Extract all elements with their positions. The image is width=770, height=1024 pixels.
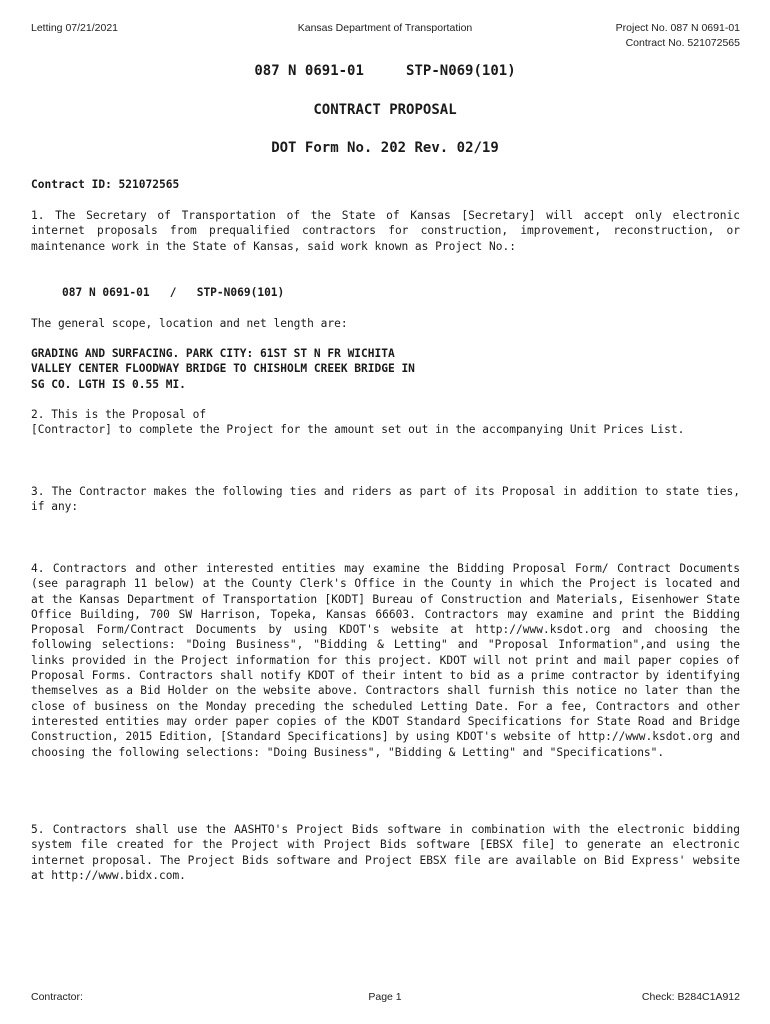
paragraph-4: 4. Contractors and other interested entities may examine the Bidding Proposal Form/ Contract Documents (see paragraph 11 below) at the County Clerk's Office in the County in which the Project is located and at the Kansas Department of Transportation [KODT] Bureau of Construction and Materials, Eisenhower State Office Building, 700 SW Harrison, Topeka, Kansas 66603. Contractors may examine and print the Bidding Proposal Form/Contract Documents by using KDOT's website at http://www.ksdot.org and choosing the following selections: "Doing Business", "Bidding & Letting" and "Proposal Information",and using the links provided in the Project information for this project. KDOT will not print and mail paper copies of Proposal Forms. Contractors shall notify KDOT of their intent to bid as a prime contractor by identifying themselves as a Bid Holder on the website above. Contractors shall furnish this notice no later than the close of business on the Monday preceding the scheduled Letting Date. For a fee, Contractors and other interested entities may order paper copies of the KDOT Standard Specifications for State Road and Bridge Construction, 2015 Edition, [Standard Specifications] by using KDOT's website of http://www.ksdot.org and choosing the following selections: "Doing Business", "Bidding & Letting" and "Specifications". (31, 562, 740, 759)
scope-line: GRADING AND SURFACING. PARK CITY: 61ST ST N FR WICHITA (31, 347, 395, 360)
scope-line: VALLEY CENTER FLOODWAY BRIDGE TO CHISHOLM CREEK BRIDGE IN (31, 362, 415, 376)
project-numbers: 087 N 0691-01 / STP-N069(101) (62, 286, 285, 299)
paragraph-1: 1. The Secretary of Transportation of the State of Kansas [Secretary] will accept only electronic internet proposals from prequalified contractors for construction, improvement, reconstruction, or maintenance work in the State of Kansas, said work known as Project No.: (31, 209, 740, 253)
header-contract-no: Contract No. 521072565 (625, 37, 740, 49)
proposal-title: CONTRACT PROPOSAL (313, 102, 457, 118)
header-project-no: Project No. 087 N 0691-01 (615, 22, 740, 34)
agency-name: Kansas Department of Transportation (297, 22, 473, 34)
scope-line: SG CO. LGTH IS 0.55 MI. (31, 377, 186, 391)
project-contract-numbers (616, 21, 740, 51)
contract-id: Contract ID: 521072565 (31, 178, 180, 191)
paragraph-2-line1: 2. This is the Proposal of (31, 408, 207, 421)
scope-description (31, 346, 740, 392)
paragraph-5: 5. Contractors shall use the AASHTO's Project Bids software in combination with the electronic bidding system file created for the Project with Project Bids software [EBSX file] to generate an electronic internet proposal. The Project Bids software and Project EBSX file are available on Bid Express' website at http://www.bidx.com. (31, 823, 740, 882)
paragraph-3: 3. The Contractor makes the following ties and riders as part of its Proposal in addition to state ties, if any: (31, 485, 740, 514)
contractor-label: Contractor: (31, 991, 83, 1003)
project-title-line: 087 N 0691-01 STP-N069(101) (254, 63, 516, 79)
paragraph-2 (31, 407, 740, 438)
check-code: Check: B284C1A912 (641, 991, 740, 1003)
scope-intro: The general scope, location and net length are: (31, 317, 348, 330)
paragraph-2-rest: [Contractor] to complete the Project for the amount set out in the accompanying Unit Prices List. (31, 423, 685, 437)
page-number: Page 1 (368, 991, 402, 1003)
letting-date: Letting 07/21/2021 (31, 22, 118, 34)
form-title: DOT Form No. 202 Rev. 02/19 (271, 140, 499, 156)
